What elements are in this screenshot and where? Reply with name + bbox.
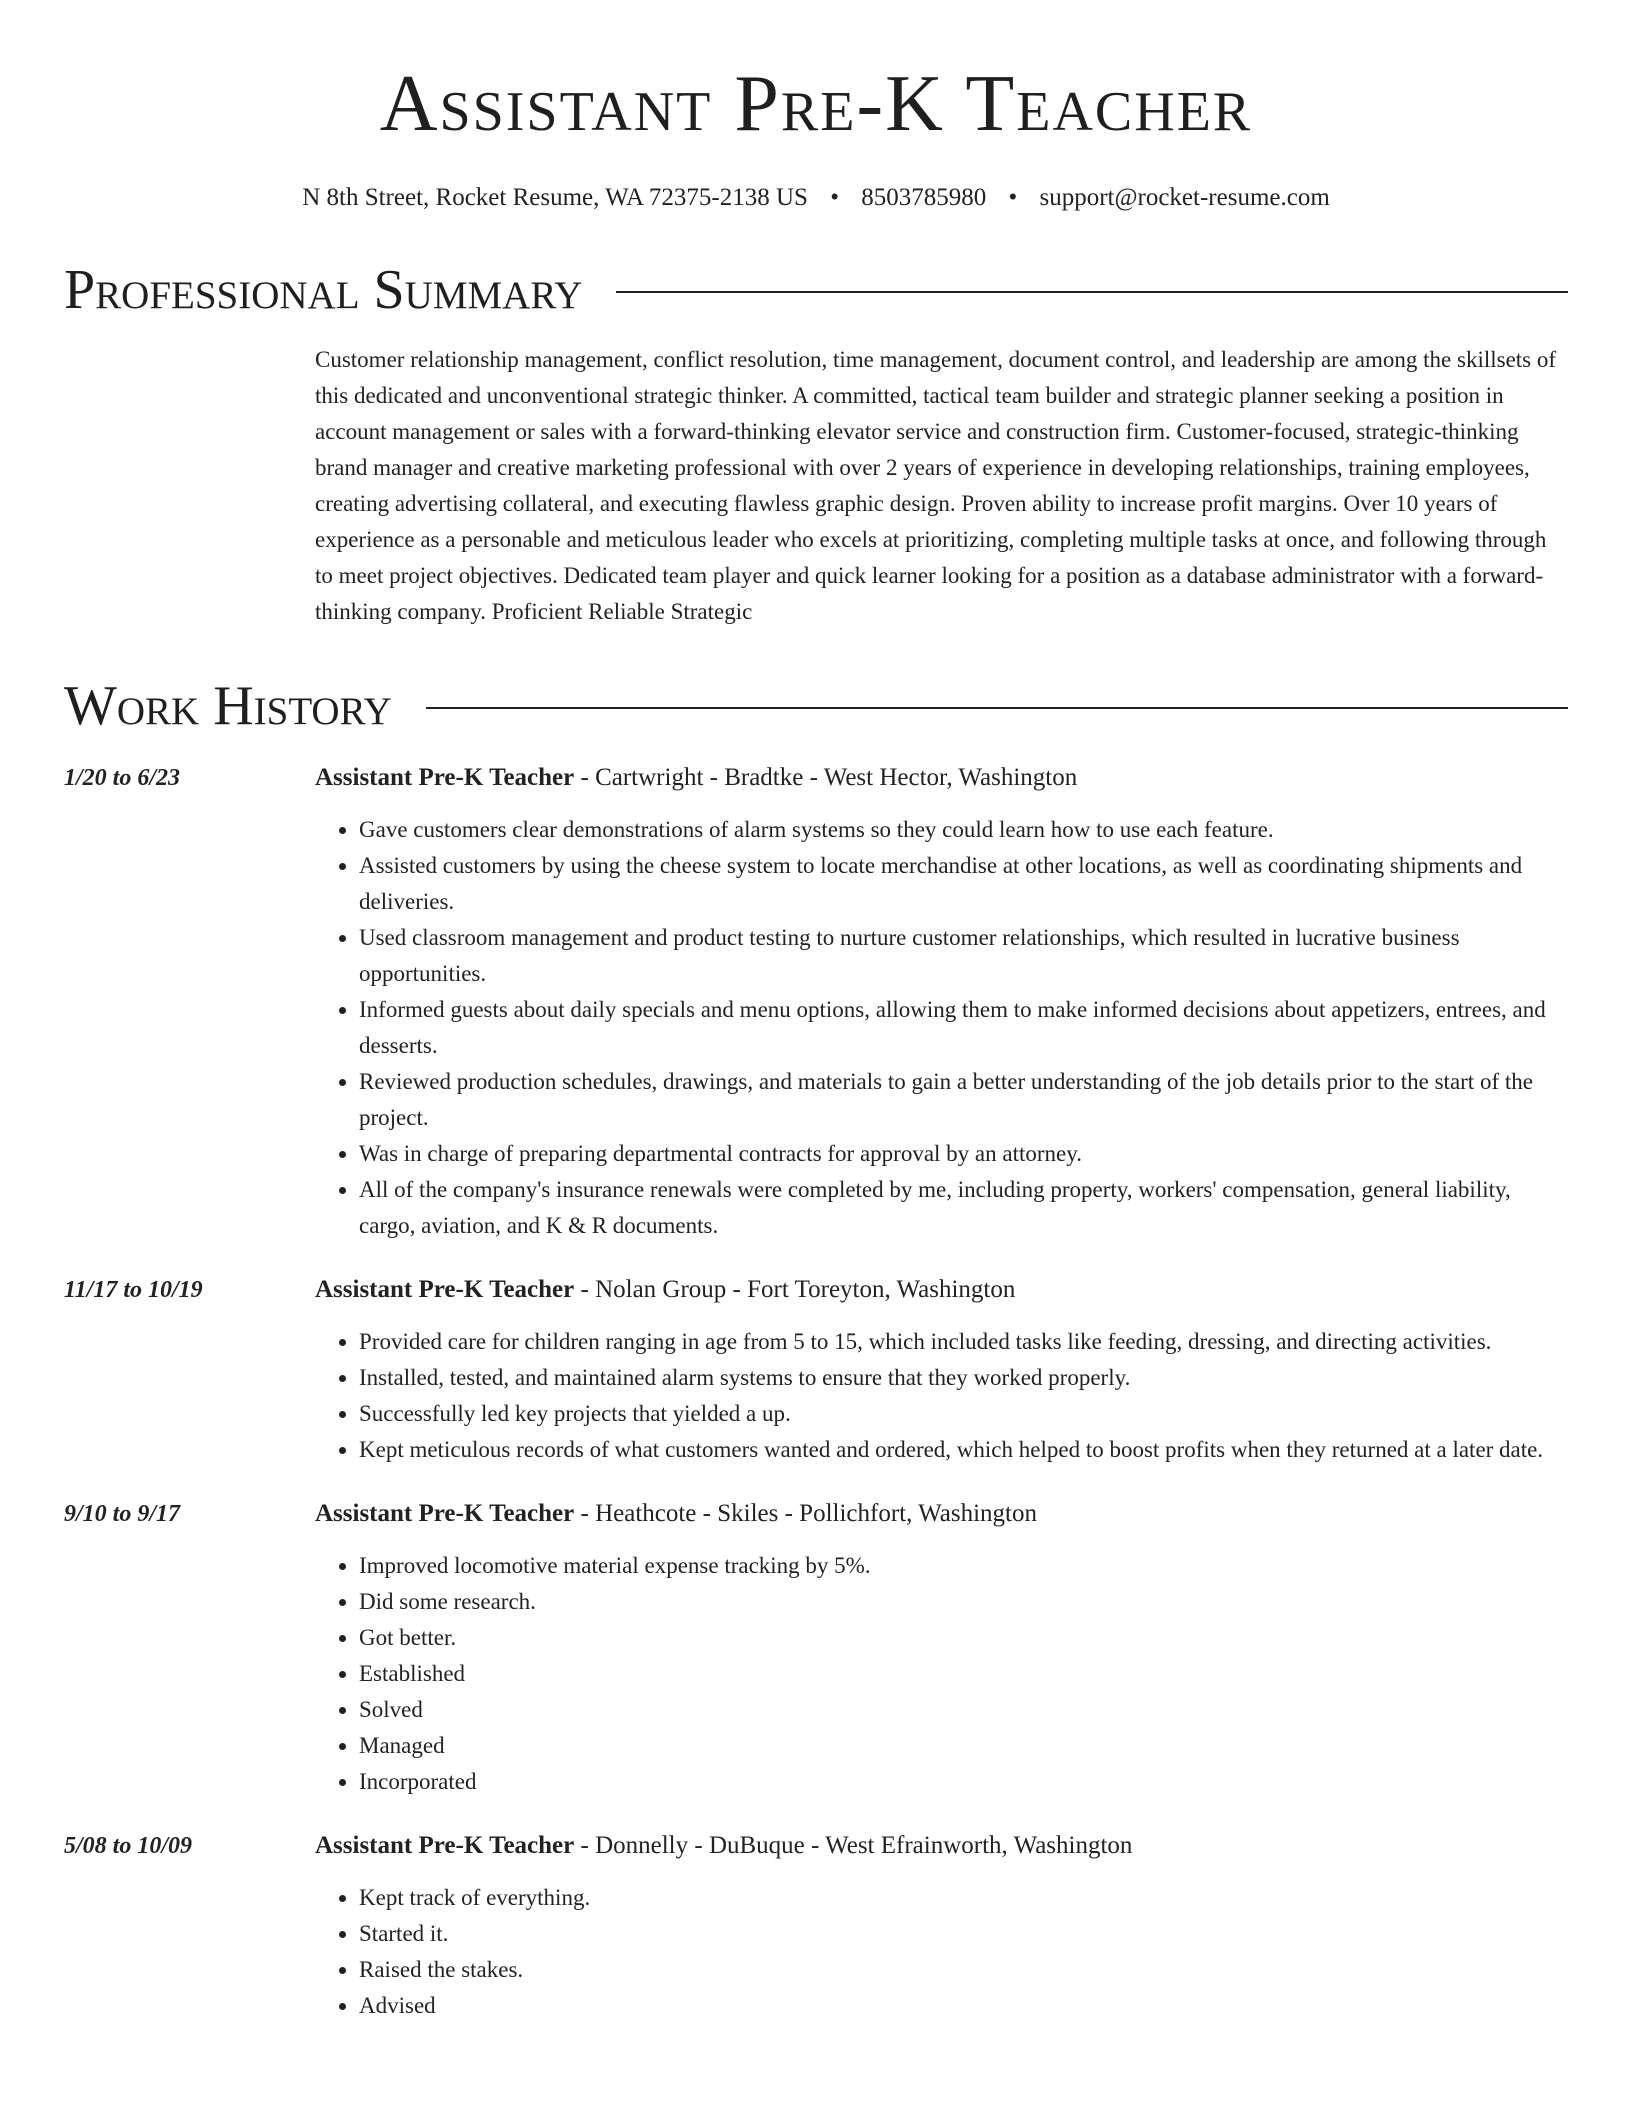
job-bullet: • Gave customers clear demonstrations of alarm systems so they could learn how to use each feature. — [359, 812, 1568, 848]
section-divider — [616, 291, 1568, 293]
job-employer-location: - Donnelly - DuBuque - West Efrainworth, Washington — [574, 1832, 1133, 1859]
job-bullet: • Assisted customers by using the cheese system to locate merchandise at other locations, as well as coordinating shipments and deliveries. — [359, 848, 1568, 920]
job-title: Assistant Pre-K Teacher — [315, 1832, 575, 1859]
job-body — [315, 1496, 1568, 1800]
job-bullet: • Did some research. — [359, 1584, 1568, 1620]
job-heading — [315, 1496, 1568, 1532]
job-bullet: • Kept meticulous records of what customers wanted and ordered, which helped to boost profits when they returned at a later date. — [359, 1432, 1568, 1468]
contact-separator: • — [830, 184, 839, 211]
job-bullet-list — [315, 1548, 1568, 1800]
job-dates: 5/08 to 10/09 — [64, 1833, 193, 1859]
work-history-section-header — [64, 674, 1568, 738]
job-bullet-list — [315, 1880, 1568, 2024]
job-bullet: • Raised the stakes. — [359, 1952, 1568, 1988]
job-bullet: • Installed, tested, and maintained alarm systems to ensure that they worked properly. — [359, 1360, 1568, 1396]
contact-separator: • — [1008, 184, 1018, 211]
job-bullet: • Reviewed production schedules, drawings, and materials to gain a better understanding of the job details prior to the start of the project. — [359, 1064, 1568, 1136]
job-bullet-list — [315, 1324, 1568, 1468]
job-bullet: • Kept track of everything. — [359, 1880, 1568, 1916]
contact-info — [64, 182, 1568, 214]
job-bullet: • Improved locomotive material expense tracking by 5%. — [359, 1548, 1568, 1584]
summary-heading: Professional Summary — [64, 259, 583, 321]
summary-text: Customer relationship management, conflict resolution, time management, document control, and leadership are among the skillsets of this dedicated and unconventional strategic thinker. A committed, tactical team builder and strategic planner seeking a position in account management or sales with a forward-thinking elevator service and construction firm. Customer-focused, strategic-thinking brand manager and creative marketing professional with over 2 years of experience in developing relationships, training employees, creating advertising collateral, and executing flawless graphic design. Proven ability to increase profit margins. Over 10 years of experience as a personable and meticulous leader who excels at prioritizing, completing multiple tasks at once, and following through to meet project objectives. Dedicated team player and quick learner looking for a position as a database administrator with a forward-thinking company. Proficient Reliable Strategic — [315, 347, 1557, 624]
job-body — [315, 760, 1568, 1244]
job-dates: 1/20 to 6/23 — [64, 765, 181, 791]
job-bullet: • Managed — [359, 1728, 1568, 1764]
job-list — [64, 760, 1568, 2024]
contact-address: N 8th Street, Rocket Resume, WA 72375-2138 US — [302, 184, 808, 211]
job-employer-location: - Heathcote - Skiles - Pollichfort, Washington — [574, 1500, 1037, 1527]
job-bullet: • Advised — [359, 1988, 1568, 2024]
job-entry — [64, 1496, 1568, 1800]
job-heading — [315, 1828, 1568, 1864]
job-entry — [64, 760, 1568, 1244]
job-bullet-list — [315, 812, 1568, 1244]
job-title: Assistant Pre-K Teacher — [315, 1500, 575, 1527]
job-dates: 11/17 to 10/19 — [64, 1277, 203, 1303]
work-history-heading: Work History — [64, 675, 392, 737]
contact-phone: 8503785980 — [861, 184, 987, 211]
job-bullet: • Got better. — [359, 1620, 1568, 1656]
job-bullet: • Successfully led key projects that yielded a up. — [359, 1396, 1568, 1432]
job-bullet: • Established — [359, 1656, 1568, 1692]
job-bullet: • All of the company's insurance renewals were completed by me, including property, workers' compensation, general liability, cargo, aviation, and K & R documents. — [359, 1172, 1568, 1244]
job-bullet: • Started it. — [359, 1916, 1568, 1952]
job-bullet: • Provided care for children ranging in age from 5 to 15, which included tasks like feeding, dressing, and directing activities. — [359, 1324, 1568, 1360]
job-employer-location: - Nolan Group - Fort Toreyton, Washington — [574, 1276, 1016, 1303]
section-divider — [426, 707, 1568, 709]
job-entry — [64, 1272, 1568, 1468]
job-dates: 9/10 to 9/17 — [64, 1501, 181, 1527]
job-heading — [315, 760, 1568, 796]
contact-email: support@rocket-resume.com — [1039, 184, 1330, 211]
job-bullet: • Was in charge of preparing departmental contracts for approval by an attorney. — [359, 1136, 1568, 1172]
job-body — [315, 1272, 1568, 1468]
job-employer-location: - Cartwright - Bradtke - West Hector, Washington — [574, 764, 1078, 791]
summary-section-header — [64, 258, 1568, 322]
job-body — [315, 1828, 1568, 2024]
job-title: Assistant Pre-K Teacher — [315, 1276, 575, 1303]
job-bullet: • Incorporated — [359, 1764, 1568, 1800]
job-entry — [64, 1828, 1568, 2024]
job-bullet: • Used classroom management and product testing to nurture customer relationships, which resulted in lucrative business opportunities. — [359, 920, 1568, 992]
job-bullet: • Solved — [359, 1692, 1568, 1728]
job-title: Assistant Pre-K Teacher — [315, 764, 575, 791]
job-bullet: • Informed guests about daily specials and menu options, allowing them to make informed decisions about appetizers, entrees, and desserts. — [359, 992, 1568, 1064]
resume-title: Assistant Pre-K Teacher — [379, 60, 1253, 148]
job-heading — [315, 1272, 1568, 1308]
